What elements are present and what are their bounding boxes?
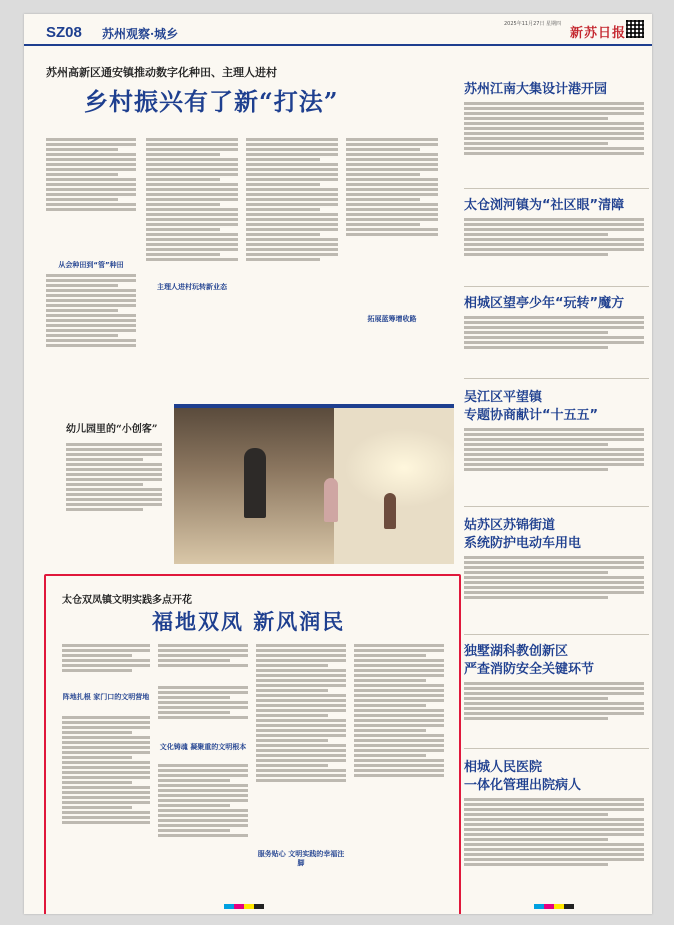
lead-subhead-2: 主理人进村玩转新业态 [157, 283, 227, 291]
right-divider-1 [464, 188, 649, 189]
lead-text-column-3 [246, 136, 338, 396]
right-headline-10: 相城人民医院 [464, 760, 543, 775]
feature-title: 福地双凤 新风润民 [152, 609, 346, 634]
kindergarten-inset [66, 412, 166, 552]
right-headline-7: 系统防护电动车用电 [464, 536, 582, 551]
feature-text-column-1a [62, 642, 150, 690]
feature-text-column-2c [158, 762, 248, 902]
feature-subhead-1: 阵地扎根 家门口的文明营地 [62, 693, 150, 701]
feature-subhead-2: 文化铸魂 凝聚重的文明根本 [159, 743, 247, 751]
right-divider-4 [464, 506, 649, 507]
lead-subtitle: 苏州高新区通安镇推动数字化种田、主理人进村 [46, 66, 277, 79]
news-photo-kindergarten [174, 404, 454, 564]
lead-text-column-4 [346, 136, 438, 396]
right-divider-3 [464, 378, 649, 379]
print-color-bar [224, 904, 264, 909]
right-text-3 [464, 314, 644, 372]
newspaper-logo: 新苏日报 [570, 26, 627, 41]
feature-text-column-1b [62, 714, 150, 904]
print-color-bar-right [534, 904, 574, 909]
feature-subtitle: 太仓双凤镇文明实践多点开花 [62, 595, 192, 606]
right-divider-6 [464, 748, 649, 749]
right-text-4 [464, 426, 644, 498]
photo-figure-child-1 [324, 478, 338, 522]
lead-subhead-1: 从会种田到“管”种田 [58, 261, 124, 269]
issue-date: 2025年11月27日 星期四 [504, 21, 562, 27]
right-text-7 [464, 796, 644, 906]
lead-subhead-3: 拓展蓝筹增收路 [367, 315, 417, 323]
newspaper-page [24, 14, 652, 914]
feature-text-column-2a [158, 642, 248, 682]
feature-subhead-3: 服务贴心 文明实践的幸福注脚 [257, 850, 345, 867]
page-header [24, 14, 652, 46]
right-divider-2 [464, 286, 649, 287]
right-headline-2: 太仓浏河镇为“社区眼”清障 [464, 198, 625, 213]
right-headline-5: 专题协商献计“十五五” [464, 408, 599, 423]
right-headline-4: 吴江区平望镇 [464, 390, 543, 405]
inset-text [66, 441, 162, 541]
right-headline-3: 相城区望亭少年“玩转”魔方 [464, 296, 625, 311]
lead-title: 乡村振兴有了新“打法” [84, 87, 339, 116]
right-text-6 [464, 680, 644, 742]
photo-figure-adult [244, 448, 266, 518]
right-headline-9: 严查消防安全关键环节 [464, 662, 595, 677]
qr-code-icon [626, 20, 644, 38]
feature-text-column-2b [158, 684, 248, 738]
right-text-2 [464, 216, 644, 280]
section-name: 苏州观察·城乡 [102, 27, 179, 41]
photo-light-spot [344, 428, 454, 508]
right-text-1 [464, 100, 644, 182]
right-text-5 [464, 554, 644, 628]
page-number: SZ08 [46, 24, 82, 41]
right-headline-8: 独墅湖科教创新区 [464, 644, 569, 659]
lead-text-column-2 [146, 136, 238, 396]
right-headline-1: 苏州江南大集设计港开园 [464, 82, 608, 97]
right-headline-6: 姑苏区苏锦街道 [464, 518, 556, 533]
right-headline-11: 一体化管理出院病人 [464, 778, 582, 793]
inset-title: 幼儿园里的“小创客” [66, 424, 158, 435]
photo-figure-child-2 [384, 493, 396, 529]
lead-text-column-1 [46, 136, 136, 256]
lead-text-column-1b [46, 272, 136, 392]
feature-text-column-4 [354, 642, 444, 902]
right-divider-5 [464, 634, 649, 635]
